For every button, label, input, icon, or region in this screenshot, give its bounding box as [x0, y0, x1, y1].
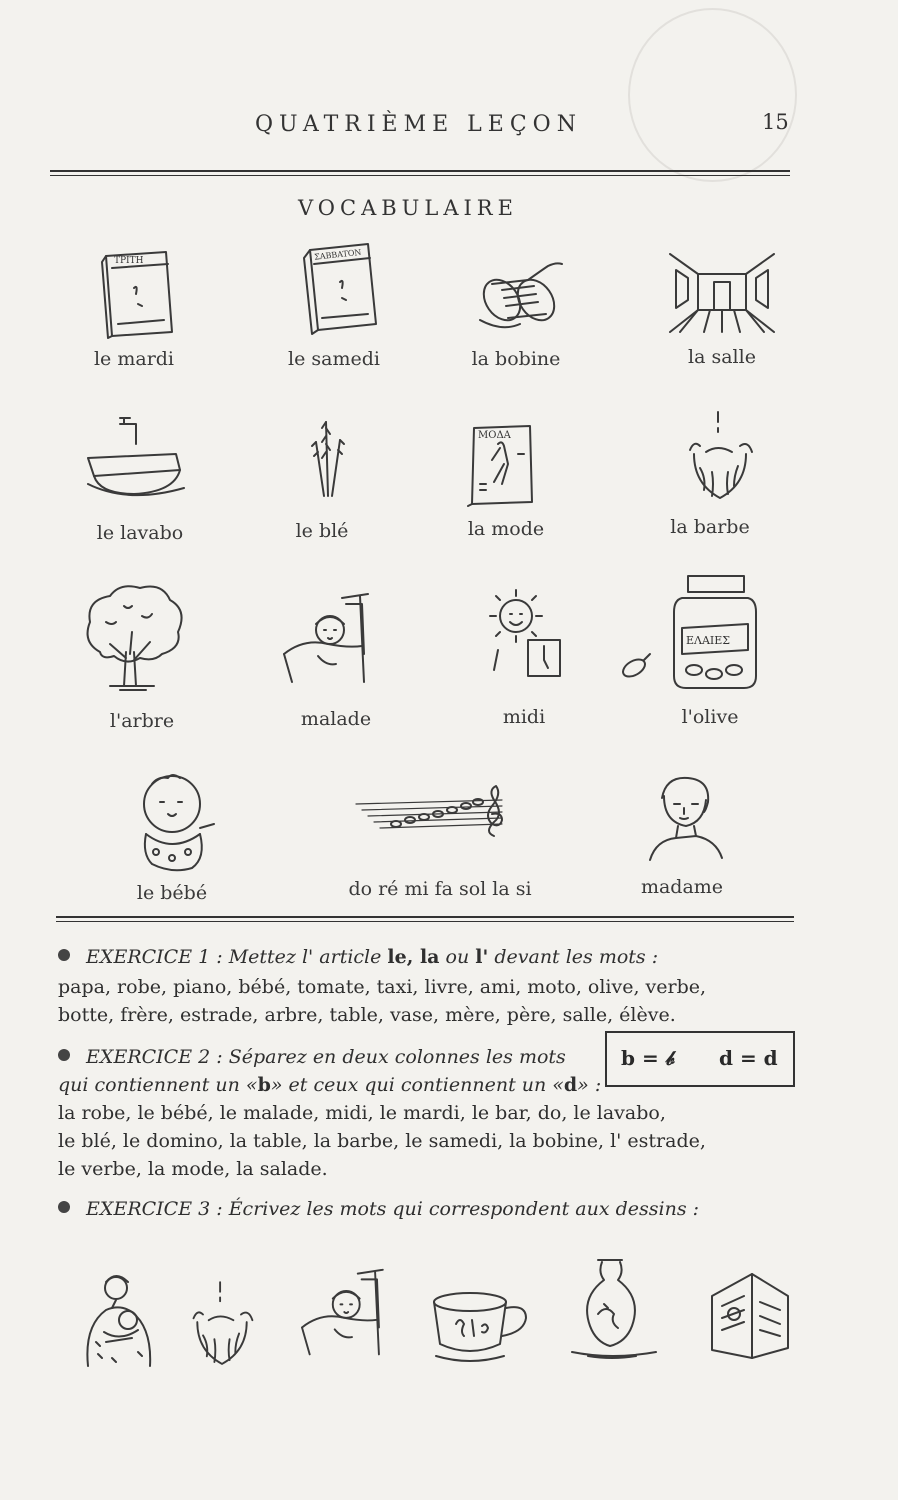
vocab-label: do ré mi fa sol la si	[348, 878, 532, 900]
exercise-1-line: papa, robe, piano, bébé, tomate, taxi, livre, ami, moto, olive, verbe,	[58, 976, 707, 998]
lesson-title: QUATRIÈME LEÇON	[255, 112, 582, 137]
magazine-label: MOΔA	[478, 430, 511, 441]
mother-child-icon	[82, 1272, 158, 1368]
vocab-label: le bébé	[136, 882, 208, 904]
bullet-icon	[58, 1049, 70, 1061]
section-rule-thin	[56, 921, 794, 922]
exercise-3-instruction: EXERCICE 3 : Écrivez les mots qui correspondent aux dessins :	[58, 1198, 699, 1220]
cup-icon	[430, 1290, 530, 1366]
exercise-2-instruction: EXERCICE 2 : Séparez en deux colonnes les mots	[58, 1046, 566, 1068]
b-sample: b = 𝒷	[621, 1046, 675, 1070]
bullet-icon	[58, 1201, 70, 1213]
jar-label: ΕΛΑΙΕΣ	[686, 634, 731, 647]
header-rule	[50, 170, 790, 172]
d-sample: d = d	[719, 1046, 778, 1070]
washbasin-icon	[84, 418, 188, 502]
bullet-icon	[58, 949, 70, 961]
room-icon	[670, 252, 774, 336]
letter-sample-box	[605, 1031, 795, 1087]
page-number: 15	[762, 110, 789, 134]
olive-jar-icon	[616, 574, 762, 690]
vocab-label: la bobine	[471, 348, 561, 370]
vocab-label: le lavabo	[96, 522, 184, 544]
vocab-label: malade	[300, 708, 372, 730]
fashion-magazine-icon	[468, 424, 536, 506]
wheat-icon	[306, 412, 350, 498]
exercise-2-line: la robe, le bébé, le malade, midi, le mardi, le bar, do, le lavabo,	[58, 1102, 666, 1124]
exercise-heading: EXERCICE 2 :	[86, 1046, 223, 1068]
vocab-label: la salle	[688, 346, 756, 368]
book-label-tuesday: TPITH	[114, 256, 144, 266]
calendar-book-icon	[98, 248, 178, 340]
exercise-1-instruction: EXERCICE 1 : Mettez l' article le, la ou l' devant les mots :	[58, 946, 658, 968]
vocab-label: le blé	[295, 520, 349, 542]
baby-icon	[134, 768, 216, 872]
vocab-label: le mardi	[93, 348, 175, 370]
exercise-2-line: le blé, le domino, la table, la barbe, le samedi, la bobine, l' estrade,	[58, 1130, 706, 1152]
vocab-label: la barbe	[670, 516, 750, 538]
vocab-label: le samedi	[288, 348, 380, 370]
exercise-2-line: le verbe, la mode, la salade.	[58, 1158, 328, 1180]
thread-spool-icon	[472, 260, 564, 332]
exercise-2-instruction-cont: qui contiennent un «b» et ceux qui contiennent un «d» :	[58, 1074, 602, 1096]
calendar-book-icon	[300, 240, 380, 336]
vocab-label: madame	[640, 876, 724, 898]
book-label-saturday: ΣABBATON	[313, 247, 362, 262]
sun-clock-icon	[472, 586, 564, 684]
musical-staff-icon	[356, 784, 508, 840]
vocab-label: la mode	[467, 518, 545, 540]
beard-icon	[680, 408, 760, 504]
header-rule-thin	[50, 175, 790, 176]
sick-child-icon	[284, 594, 388, 686]
section-rule	[56, 916, 794, 918]
woman-portrait-icon	[650, 774, 722, 864]
sick-child-icon	[302, 1268, 402, 1360]
vase-icon	[568, 1256, 658, 1360]
exercise-heading: EXERCICE 3 :	[86, 1198, 223, 1220]
beard-icon	[184, 1276, 260, 1372]
book-icon	[708, 1270, 792, 1360]
vocabulary-title: VOCABULAIRE	[298, 196, 518, 220]
exercise-1-line: botte, frère, estrade, arbre, table, vase, mère, père, salle, élève.	[58, 1004, 676, 1026]
vocab-label: l'arbre	[109, 710, 175, 732]
tree-icon	[80, 582, 182, 692]
library-stamp	[628, 8, 797, 182]
vocab-label: l'olive	[681, 706, 739, 728]
vocab-label: midi	[502, 706, 546, 728]
exercise-heading: EXERCICE 1 :	[86, 946, 223, 968]
